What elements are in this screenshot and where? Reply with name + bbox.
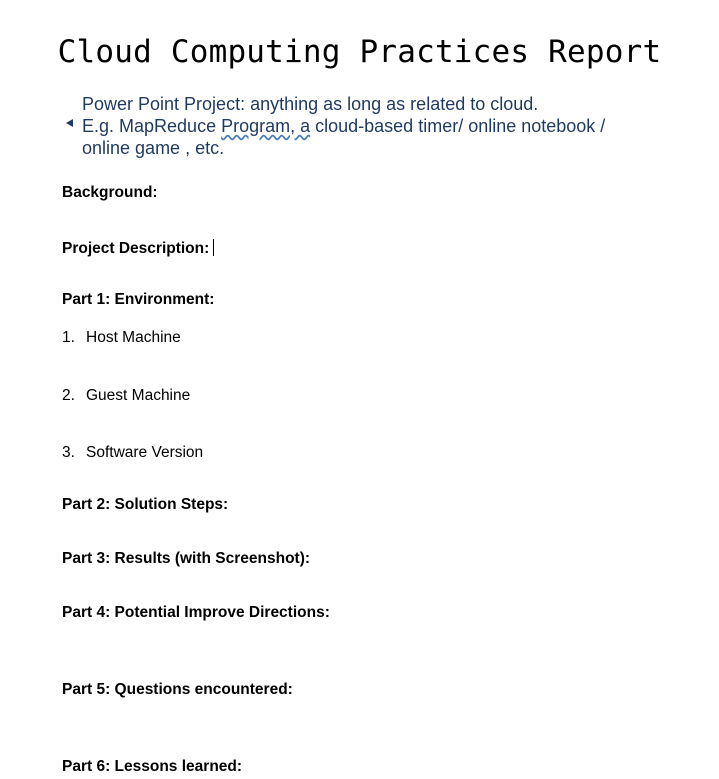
heading-project-description[interactable] bbox=[62, 239, 214, 259]
list-item-label: Guest Machine bbox=[86, 387, 191, 404]
intro-line-2-prefix: E.g. MapReduce bbox=[82, 116, 222, 136]
intro-block bbox=[82, 93, 702, 159]
list-item-software-version bbox=[62, 443, 203, 463]
list-item-label: Software Version bbox=[86, 444, 204, 461]
heading-part-3: Part 3: Results (with Screenshot): bbox=[62, 550, 311, 567]
list-item-guest-machine bbox=[62, 386, 190, 406]
heading-part-5: Part 5: Questions encountered: bbox=[62, 681, 293, 698]
list-item-number: 1. bbox=[62, 329, 75, 346]
heading-part-2: Part 2: Solution Steps: bbox=[62, 496, 229, 513]
heading-background: Background: bbox=[62, 184, 158, 201]
heading-part-4: Part 4: Potential Improve Directions: bbox=[62, 604, 330, 621]
list-item-label: Host Machine bbox=[86, 329, 181, 346]
list-item-number: 3. bbox=[62, 444, 75, 461]
intro-line-2 bbox=[82, 115, 702, 137]
intro-line-3: online game , etc. bbox=[82, 138, 225, 158]
heading-part-6: Part 6: Lessons learned: bbox=[62, 758, 243, 775]
list-item-host-machine bbox=[62, 328, 181, 348]
text-cursor bbox=[213, 239, 214, 256]
heading-project-description-label: Project Description: bbox=[62, 240, 210, 257]
spellcheck-flagged-text: Program, a bbox=[221, 116, 311, 136]
list-item-number: 2. bbox=[62, 387, 75, 404]
heading-part-1: Part 1: Environment: bbox=[62, 291, 215, 308]
intro-line-2-suffix: cloud-based timer/ online notebook / bbox=[310, 116, 606, 136]
document-title: Cloud Computing Practices Report bbox=[57, 34, 662, 70]
collapse-triangle-icon[interactable] bbox=[66, 119, 73, 127]
intro-line-1: Power Point Project: anything as long as related to cloud. bbox=[82, 94, 539, 114]
